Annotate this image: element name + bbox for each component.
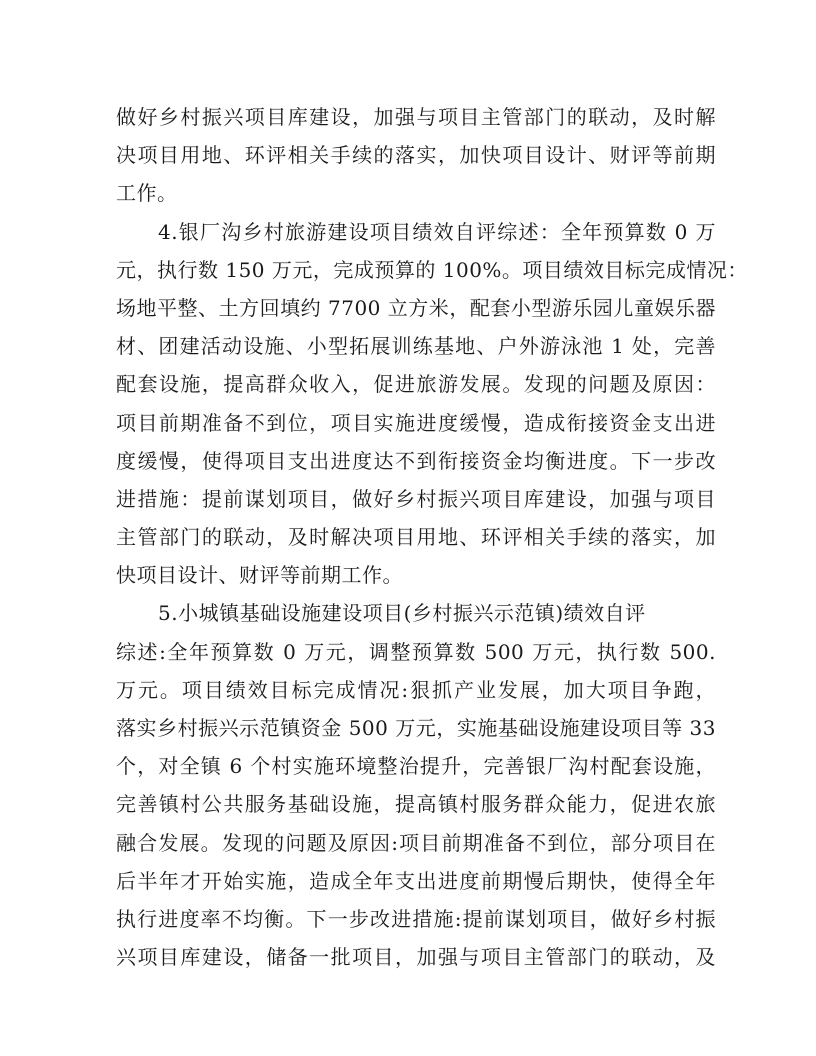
text-line: 项目前期准备不到位，项目实施进度缓慢，造成衔接资金支出进 (116, 410, 716, 435)
text-line: 度缓慢，使得项目支出进度达不到衔接资金均衡进度。下一步改 (116, 448, 716, 473)
text-line: 做好乡村振兴项目库建设，加强与项目主管部门的联动，及时解 (116, 105, 716, 129)
text-line: 兴项目库建设，储备一批项目，加强与项目主管部门的联动，及 (116, 945, 716, 970)
text-line: 个，对全镇 6 个村实施环境整治提升，完善银厂沟村配套设施， (116, 754, 716, 779)
paragraph-5-heading-line: 5.小城镇基础设施建设项目(乡村振兴示范镇)绩效自评 (158, 601, 646, 626)
paragraph-4-heading-line: 4.银厂沟乡村旅游建设项目绩效自评综述：全年预算数 0 万 (158, 219, 716, 244)
text-line: 执行进度率不均衡。下一步改进措施:提前谋划项目，做好乡村振 (116, 906, 716, 931)
text-line: 落实乡村振兴示范镇资金 500 万元，实施基础设施建设项目等 33 (116, 716, 716, 740)
text-line: 配套设施，提高群众收入，促进旅游发展。发现的问题及原因： (116, 372, 716, 397)
body-text (116, 98, 748, 976)
text-line: 快项目设计、财评等前期工作。 (116, 563, 403, 588)
text-line: 决项目用地、环评相关手续的落实，加快项目设计、财评等前期 (116, 143, 716, 168)
text-line: 元，执行数 150 万元，完成预算的 100%。项目绩效目标完成情况： (116, 257, 748, 282)
text-line: 进措施：提前谋划项目，做好乡村振兴项目库建设，加强与项目 (116, 486, 716, 511)
text-line: 完善镇村公共服务基础设施，提高镇村服务群众能力，促进农旅 (116, 792, 716, 817)
text-line: 场地平整、土方回填约 7700 立方米，配套小型游乐园儿童娱乐器 (116, 295, 716, 320)
text-line: 综述:全年预算数 0 万元，调整预算数 500 万元，执行数 500. (116, 639, 716, 664)
text-line: 后半年才开始实施，造成全年支出进度前期慢后期快，使得全年 (116, 868, 716, 893)
text-line: 融合发展。发现的问题及原因:项目前期准备不到位，部分项目在 (116, 830, 716, 855)
text-line: 主管部门的联动，及时解决项目用地、环评相关手续的落实，加 (116, 525, 716, 550)
text-line: 万元。项目绩效目标完成情况:狠抓产业发展，加大项目争跑， (116, 677, 716, 702)
text-line: 工作。 (116, 181, 178, 206)
text-line: 材、团建活动设施、小型拓展训练基地、户外游泳池 1 处，完善 (116, 334, 716, 359)
